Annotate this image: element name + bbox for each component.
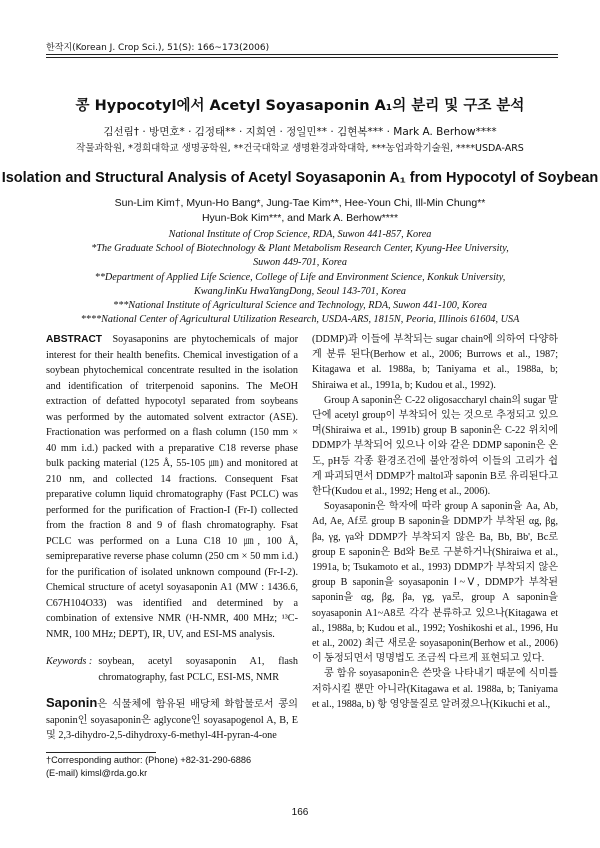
affiliation-line: **Department of Applied Life Science, College of Life and Environment Science, Konkuk University, xyxy=(94,271,506,283)
affiliation-line: National Institute of Crop Science, RDA, Suwon 441-857, Korea xyxy=(168,229,432,240)
abstract-text: Soyasaponins are phytochemicals of major interest for their health benefits. Chemical investigation of a soybean phytochemical concentrate resulted in the isolation and identification of triterpenoid saponins. The MeOH extraction of defatted hypocotyl separated from soybeans was performed by the automated solvent extractor (ASE). Fractionation was performed on a flash column (150 mm × 40 mm i.d.) packed with a preparative C18 reverse phase bulk packing material (125 Å, 55-105 ㎛) and monitored at 210 nm, and collected 14 fractions. Consequent Fsat preparative column liquid chromatography (Fast PCLC) was performed for the purification of Fraction-I (Fr-I) collected from the fraction 8 and 9 of flash chromatography. Fsat PCLC was performed on a Luna C18 10 ㎛, 100 Å, semipreparative reverse phase column (250 cm × 50 mm i.d.) for the purification of isolated unknown compound (Fr-I-2). Chemical structure of acetyl soyasaponin A1 (MW : 1436.6, C67H104O33) was identified and determined by a combination of extensive NMR (¹H-NMR, 400 MHz; ¹³C-NMR, 100 MHz; DEPT), IR, UV, and ESI-MS analysis. xyxy=(46,334,298,640)
keywords-text: soybean, acetyl soyasaponin A1, flash chromatography, fast PCLC, ESI-MS, NMR xyxy=(98,656,298,683)
affiliation-line: Suwon 449-701, Korea xyxy=(253,257,347,269)
footnote-phone: †Corresponding author: (Phone) +82-31-290-6886 xyxy=(46,755,252,765)
header-rule-bottom xyxy=(46,57,558,58)
keywords-label: Keywords : xyxy=(46,656,93,667)
keywords xyxy=(46,654,298,685)
english-authors xyxy=(0,196,600,226)
left-column xyxy=(46,332,298,744)
body-paragraph: (DDMP)과 이들에 부착되는 sugar chain에 의하여 다양하게 분류 된다(Berhow et al., 2006; Burrows et al., 1987; Kitagawa et al. 1988a, b; Taniyama et al., 1988a, b; Shiraiwa et al., 1991a, b; Kudou et al., 1992). xyxy=(312,334,558,391)
right-column xyxy=(312,332,558,712)
english-affiliations xyxy=(40,228,560,327)
affiliation-line: KwangJinKu HwaYangDong, Seoul 143-701, Korea xyxy=(193,285,407,297)
page-number: 166 xyxy=(291,807,309,818)
korean-title: 콩 Hypocotyl에서 Acetyl Soyasaponin A₁의 분리 및 구조 분석 xyxy=(75,98,525,114)
journal-citation: 한작지(Korean J. Crop Sci.), 51(S): 166~173(2006) xyxy=(46,43,270,53)
english-authors-line-2: Hyun-Bok Kim***, and Mark A. Berhow**** xyxy=(201,212,399,224)
english-title: Isolation and Structural Analysis of Acetyl Soyasaponin A₁ from Hypocotyl of Soybean xyxy=(1,170,599,186)
introduction-lead: Saponin xyxy=(46,695,98,710)
korean-authors: 김선림† · 방면호* · 김정태** · 지희연 · 정일민** · 김현복*** · Mark A. Berhow**** xyxy=(103,126,497,138)
introduction-start xyxy=(46,695,298,744)
body-paragraph: 콩 함유 soyasaponin은 쓴맛을 나타내기 때문에 식미를 저하시킬 뿐만 아니라(Kitagawa et al. 1988a, b; Taniyama et al., 1988a, b) 항 영양물질로 알려졌으나(Kikuchi et al., xyxy=(312,668,558,710)
affiliation-line: ***National Institute of Agricultural Science and Technology, RDA, Suwon 441-100, Korea xyxy=(113,300,487,312)
english-authors-line-1: Sun-Lim Kim†, Myun-Ho Bang*, Jung-Tae Kim**, Hee-Youn Chi, Ill-Min Chung** xyxy=(114,197,486,209)
korean-affiliations: 작물과학원, *경희대학교 생명공학원, **건국대학교 생명환경과학대학, ***농업과학기술원, ****USDA-ARS xyxy=(76,143,524,154)
body-paragraph: Group A saponin은 C-22 oligosaccharyl chain의 sugar 말단에 acetyl group이 부착되어 있는 것으로 추정되고 있으며(Shiraiwa et al., 1991b) group B saponin은 C-22 위치에 DDMP가 부착되어 있으나 이와 같은 DDMP saponin은 온도, pH등 각종 환경조건에 불안정하여 이들의 고리가 쉽게 파괴되면서 DDMP가 maltol과 saponin B로 유리된다고 한다(Kudou et al., 1992; Heng et al., 2006). xyxy=(312,394,558,498)
footnote-email: (E-mail) kimsl@rda.go.kr xyxy=(46,768,148,778)
abstract xyxy=(46,332,298,642)
abstract-label: ABSTRACT xyxy=(46,334,103,345)
footnote-rule xyxy=(46,752,156,753)
body-paragraph: Soyasaponin은 학자에 따라 group A saponin을 Aa, Ab, Ad, Ae, Af로 group B saponin을 DDMP가 부착된 αg, βg, βa, γg, γa와 DDMP가 부착되지 않은 Ba, Bb, Bb', Bc로 group E saponin은 Bd와 Be로 구분하거나(Shiraiwa et al., 1991a, b; Tsukamoto et al., 1993) DDMP가 부착되지 않은 group B saponin을 soyasaponin Ⅰ~Ⅴ, DDMP가 부착된 saponin을 αg, βg, βa, γg, γa로, group A saponin을 soyasaponin A1~A8로 각각 분류하고 있으나(Kitagawa et al., 1988a, b; Kudou et al., 1992; Yoshikoshi et al., 1996, Hu et al., 2002) 최근 새로운 soyasaponin(Berhow et al., 2006) 이 동정되면서 명명법도 조금씩 다르게 표현되고 있다. xyxy=(312,501,558,665)
affiliation-line: ****National Center of Agricultural Utilization Research, USDA-ARS, 1815N, Peoria, Illinois 61604, USA xyxy=(80,314,520,326)
header-rule-top xyxy=(46,54,558,55)
affiliation-line: *The Graduate School of Biotechnology & Plant Metabolism Research Center, Kyung-Hee University, xyxy=(91,243,509,255)
introduction-text: 은 식물체에 함유된 배당체 화합물로서 콩의 saponin인 soyasaponin은 aglycone인 soyasapogenol A, B, E 및 2,3-dihydro-2,5-dihydroxy-6-methyl-4H-pyran-4-one xyxy=(46,699,298,741)
footnote xyxy=(46,754,298,780)
